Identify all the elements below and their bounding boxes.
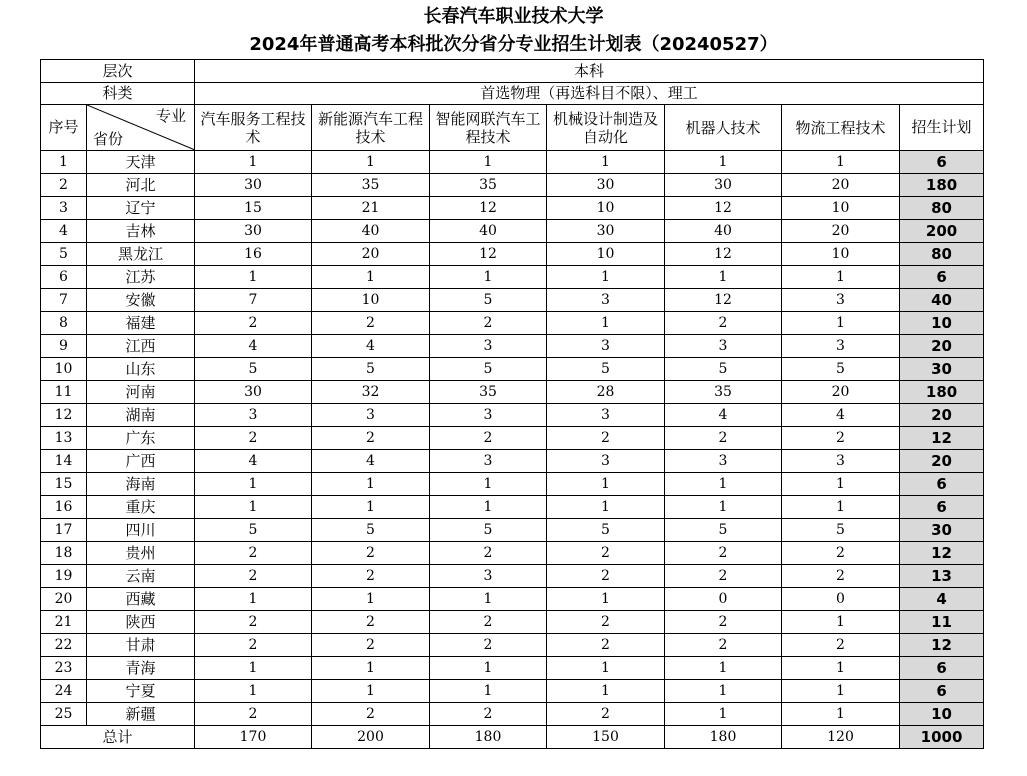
- row-value: 2: [665, 542, 782, 565]
- row-value: 1: [782, 680, 900, 703]
- row-value: 1: [547, 657, 665, 680]
- row-total: 30: [900, 519, 984, 542]
- row-value: 2: [782, 427, 900, 450]
- row-total: 20: [900, 335, 984, 358]
- row-value: 2: [547, 634, 665, 657]
- row-value: 2: [665, 611, 782, 634]
- row-total: 30: [900, 358, 984, 381]
- table-row: [41, 404, 984, 427]
- row-seq: 11: [41, 381, 87, 404]
- level-label: 层次: [41, 60, 195, 83]
- row-value: 1: [430, 496, 547, 519]
- row-seq: 1: [41, 151, 87, 174]
- row-value: 2: [312, 312, 430, 335]
- row-total: 20: [900, 450, 984, 473]
- row-value: 4: [782, 404, 900, 427]
- total-value: 180: [430, 726, 547, 749]
- row-value: 5: [195, 519, 312, 542]
- row-seq: 20: [41, 588, 87, 611]
- table-row: [41, 220, 984, 243]
- document-title: 长春汽车职业技术大学: [423, 6, 604, 27]
- row-total: 12: [900, 634, 984, 657]
- row-value: 1: [547, 496, 665, 519]
- row-value: 2: [665, 427, 782, 450]
- table-row: [41, 427, 984, 450]
- table-row: [41, 358, 984, 381]
- row-province: 辽宁: [87, 197, 195, 220]
- row-province: 江西: [87, 335, 195, 358]
- row-province: 河北: [87, 174, 195, 197]
- row-value: 2: [547, 542, 665, 565]
- row-value: 35: [312, 174, 430, 197]
- row-value: 28: [547, 381, 665, 404]
- row-value: 4: [312, 335, 430, 358]
- row-value: 1: [782, 312, 900, 335]
- table-row: [41, 542, 984, 565]
- row-value: 1: [312, 473, 430, 496]
- major-header: 汽车服务工程技术: [195, 105, 312, 151]
- row-value: 3: [547, 404, 665, 427]
- row-seq: 13: [41, 427, 87, 450]
- row-value: 35: [430, 174, 547, 197]
- category-label: 科类: [41, 83, 195, 105]
- table-row: [41, 565, 984, 588]
- row-total: 20: [900, 404, 984, 427]
- row-value: 40: [430, 220, 547, 243]
- row-value: 5: [312, 358, 430, 381]
- table-row: [41, 588, 984, 611]
- seq-header: 序号: [41, 105, 87, 151]
- row-value: 2: [312, 703, 430, 726]
- row-value: 2: [547, 427, 665, 450]
- row-value: 1: [195, 473, 312, 496]
- row-value: 2: [547, 611, 665, 634]
- row-value: 1: [782, 611, 900, 634]
- table-row: [41, 381, 984, 404]
- row-value: 2: [430, 611, 547, 634]
- row-value: 2: [547, 703, 665, 726]
- row-value: 3: [430, 450, 547, 473]
- table-row: [41, 197, 984, 220]
- level-value: 本科: [195, 60, 984, 83]
- row-value: 5: [547, 358, 665, 381]
- row-province: 广西: [87, 450, 195, 473]
- row-value: 2: [665, 634, 782, 657]
- row-value: 1: [665, 266, 782, 289]
- row-value: 1: [430, 680, 547, 703]
- row-value: 2: [312, 427, 430, 450]
- row-province: 黑龙江: [87, 243, 195, 266]
- table-row: [41, 450, 984, 473]
- row-value: 1: [312, 151, 430, 174]
- row-value: 1: [430, 151, 547, 174]
- row-value: 20: [782, 174, 900, 197]
- row-value: 5: [665, 519, 782, 542]
- row-value: 30: [195, 220, 312, 243]
- row-province: 安徽: [87, 289, 195, 312]
- row-value: 5: [782, 358, 900, 381]
- row-seq: 24: [41, 680, 87, 703]
- row-seq: 5: [41, 243, 87, 266]
- row-value: 2: [312, 634, 430, 657]
- row-value: 1: [547, 151, 665, 174]
- row-seq: 18: [41, 542, 87, 565]
- row-value: 4: [195, 335, 312, 358]
- row-total: 40: [900, 289, 984, 312]
- major-header-row: [41, 105, 984, 151]
- row-value: 2: [312, 565, 430, 588]
- row-value: 1: [312, 657, 430, 680]
- major-corner-label: 专业: [156, 107, 187, 125]
- row-value: 3: [782, 450, 900, 473]
- document-subtitle: 2024年普通高考本科批次分省分专业招生计划表（20240527）: [249, 34, 778, 55]
- row-province: 江苏: [87, 266, 195, 289]
- row-value: 10: [312, 289, 430, 312]
- row-value: 1: [782, 473, 900, 496]
- row-seq: 22: [41, 634, 87, 657]
- row-value: 2: [430, 542, 547, 565]
- row-province: 广东: [87, 427, 195, 450]
- row-province: 四川: [87, 519, 195, 542]
- row-value: 5: [782, 519, 900, 542]
- row-total: 11: [900, 611, 984, 634]
- row-value: 1: [665, 657, 782, 680]
- row-value: 10: [547, 197, 665, 220]
- row-total: 6: [900, 496, 984, 519]
- row-total: 6: [900, 657, 984, 680]
- row-value: 1: [547, 473, 665, 496]
- row-value: 3: [782, 289, 900, 312]
- row-value: 10: [547, 243, 665, 266]
- row-value: 5: [665, 358, 782, 381]
- row-value: 1: [547, 588, 665, 611]
- table-row: [41, 151, 984, 174]
- table-row: [41, 703, 984, 726]
- row-value: 1: [195, 266, 312, 289]
- row-value: 40: [312, 220, 430, 243]
- row-value: 1: [782, 496, 900, 519]
- row-value: 1: [665, 680, 782, 703]
- row-seq: 3: [41, 197, 87, 220]
- row-value: 2: [195, 312, 312, 335]
- row-value: 30: [195, 174, 312, 197]
- row-value: 2: [195, 703, 312, 726]
- row-province: 湖南: [87, 404, 195, 427]
- table-row: [41, 680, 984, 703]
- row-total: 12: [900, 542, 984, 565]
- row-value: 3: [547, 335, 665, 358]
- row-value: 3: [665, 335, 782, 358]
- row-value: 3: [312, 404, 430, 427]
- total-value: 150: [547, 726, 665, 749]
- major-header: 物流工程技术: [782, 105, 900, 151]
- row-value: 3: [430, 404, 547, 427]
- major-province-corner: [87, 105, 195, 151]
- table-row: [41, 611, 984, 634]
- row-total: 80: [900, 197, 984, 220]
- major-header: 机械设计制造及自动化: [547, 105, 665, 151]
- row-total: 4: [900, 588, 984, 611]
- row-total: 200: [900, 220, 984, 243]
- row-province: 福建: [87, 312, 195, 335]
- row-value: 2: [195, 634, 312, 657]
- row-seq: 4: [41, 220, 87, 243]
- row-seq: 7: [41, 289, 87, 312]
- row-value: 20: [782, 381, 900, 404]
- row-value: 5: [195, 358, 312, 381]
- row-value: 3: [430, 335, 547, 358]
- row-total: 6: [900, 266, 984, 289]
- row-seq: 21: [41, 611, 87, 634]
- row-total: 6: [900, 151, 984, 174]
- row-value: 40: [665, 220, 782, 243]
- level-row: [41, 60, 984, 83]
- row-value: 2: [195, 565, 312, 588]
- row-value: 35: [430, 381, 547, 404]
- row-value: 2: [665, 312, 782, 335]
- row-value: 20: [312, 243, 430, 266]
- row-value: 4: [312, 450, 430, 473]
- row-value: 1: [665, 151, 782, 174]
- row-value: 3: [430, 565, 547, 588]
- row-value: 1: [665, 496, 782, 519]
- row-value: 12: [665, 243, 782, 266]
- table-row: [41, 335, 984, 358]
- row-value: 2: [430, 312, 547, 335]
- total-label: 总计: [41, 726, 195, 749]
- row-value: 7: [195, 289, 312, 312]
- row-total: 10: [900, 703, 984, 726]
- row-value: 1: [547, 312, 665, 335]
- enrollment-plan-table: [40, 59, 984, 749]
- row-value: 2: [195, 542, 312, 565]
- row-total: 12: [900, 427, 984, 450]
- row-value: 30: [547, 174, 665, 197]
- row-value: 1: [782, 703, 900, 726]
- row-value: 21: [312, 197, 430, 220]
- total-value: 170: [195, 726, 312, 749]
- total-value: 200: [312, 726, 430, 749]
- table-row: [41, 519, 984, 542]
- major-header: 新能源汽车工程技术: [312, 105, 430, 151]
- row-province: 新疆: [87, 703, 195, 726]
- row-seq: 9: [41, 335, 87, 358]
- row-seq: 6: [41, 266, 87, 289]
- row-value: 4: [665, 404, 782, 427]
- row-value: 4: [195, 450, 312, 473]
- row-province: 河南: [87, 381, 195, 404]
- row-province: 甘肃: [87, 634, 195, 657]
- table-row: [41, 243, 984, 266]
- row-value: 1: [312, 680, 430, 703]
- row-seq: 10: [41, 358, 87, 381]
- row-value: 30: [547, 220, 665, 243]
- row-total: 180: [900, 381, 984, 404]
- row-value: 10: [782, 243, 900, 266]
- row-value: 2: [665, 565, 782, 588]
- row-value: 2: [312, 542, 430, 565]
- row-value: 16: [195, 243, 312, 266]
- row-value: 30: [195, 381, 312, 404]
- row-province: 海南: [87, 473, 195, 496]
- row-province: 吉林: [87, 220, 195, 243]
- row-value: 2: [195, 427, 312, 450]
- table-row: [41, 266, 984, 289]
- row-province: 陕西: [87, 611, 195, 634]
- row-value: 5: [430, 519, 547, 542]
- row-seq: 8: [41, 312, 87, 335]
- row-value: 5: [547, 519, 665, 542]
- table-row: [41, 289, 984, 312]
- row-seq: 19: [41, 565, 87, 588]
- row-value: 1: [430, 266, 547, 289]
- major-header: 机器人技术: [665, 105, 782, 151]
- row-value: 3: [547, 289, 665, 312]
- row-value: 3: [665, 450, 782, 473]
- table-row: [41, 473, 984, 496]
- row-value: 1: [547, 680, 665, 703]
- row-value: 15: [195, 197, 312, 220]
- row-value: 1: [430, 657, 547, 680]
- row-total: 6: [900, 473, 984, 496]
- row-value: 30: [665, 174, 782, 197]
- row-value: 10: [782, 197, 900, 220]
- total-value: 120: [782, 726, 900, 749]
- row-value: 1: [430, 473, 547, 496]
- row-seq: 15: [41, 473, 87, 496]
- row-value: 2: [782, 634, 900, 657]
- row-value: 0: [782, 588, 900, 611]
- row-value: 1: [312, 588, 430, 611]
- row-seq: 16: [41, 496, 87, 519]
- row-value: 2: [430, 703, 547, 726]
- plan-header: 招生计划: [900, 105, 984, 151]
- row-province: 西藏: [87, 588, 195, 611]
- row-value: 3: [782, 335, 900, 358]
- row-value: 2: [782, 542, 900, 565]
- table-row: [41, 496, 984, 519]
- row-value: 1: [312, 496, 430, 519]
- row-value: 5: [312, 519, 430, 542]
- row-value: 1: [782, 266, 900, 289]
- row-total: 180: [900, 174, 984, 197]
- row-value: 35: [665, 381, 782, 404]
- row-value: 12: [665, 197, 782, 220]
- row-province: 青海: [87, 657, 195, 680]
- total-value: 180: [665, 726, 782, 749]
- row-province: 云南: [87, 565, 195, 588]
- total-row: [41, 726, 984, 749]
- row-value: 0: [665, 588, 782, 611]
- major-header: 智能网联汽车工程技术: [430, 105, 547, 151]
- row-seq: 17: [41, 519, 87, 542]
- table-row: [41, 657, 984, 680]
- table-row: [41, 634, 984, 657]
- row-value: 2: [547, 565, 665, 588]
- row-value: 20: [782, 220, 900, 243]
- row-seq: 25: [41, 703, 87, 726]
- category-row: [41, 83, 984, 105]
- row-value: 12: [665, 289, 782, 312]
- row-seq: 14: [41, 450, 87, 473]
- row-value: 3: [547, 450, 665, 473]
- row-value: 2: [312, 611, 430, 634]
- row-total: 13: [900, 565, 984, 588]
- row-value: 1: [665, 703, 782, 726]
- row-province: 重庆: [87, 496, 195, 519]
- row-value: 1: [782, 151, 900, 174]
- row-value: 12: [430, 197, 547, 220]
- row-value: 1: [312, 266, 430, 289]
- row-province: 宁夏: [87, 680, 195, 703]
- province-corner-label: 省份: [93, 130, 124, 148]
- row-value: 2: [430, 427, 547, 450]
- row-total: 6: [900, 680, 984, 703]
- row-seq: 2: [41, 174, 87, 197]
- row-seq: 12: [41, 404, 87, 427]
- row-value: 1: [195, 588, 312, 611]
- table-row: [41, 174, 984, 197]
- row-total: 80: [900, 243, 984, 266]
- row-value: 1: [782, 657, 900, 680]
- row-province: 贵州: [87, 542, 195, 565]
- row-province: 山东: [87, 358, 195, 381]
- row-value: 1: [195, 680, 312, 703]
- row-value: 2: [195, 611, 312, 634]
- row-value: 1: [665, 473, 782, 496]
- row-value: 2: [782, 565, 900, 588]
- table-row: [41, 312, 984, 335]
- row-value: 1: [430, 588, 547, 611]
- row-value: 2: [430, 634, 547, 657]
- row-value: 1: [195, 657, 312, 680]
- row-value: 3: [195, 404, 312, 427]
- row-value: 32: [312, 381, 430, 404]
- row-value: 12: [430, 243, 547, 266]
- row-province: 天津: [87, 151, 195, 174]
- row-value: 5: [430, 289, 547, 312]
- row-value: 1: [195, 151, 312, 174]
- row-seq: 23: [41, 657, 87, 680]
- category-value: 首选物理（再选科目不限）、理工: [195, 83, 984, 105]
- row-total: 10: [900, 312, 984, 335]
- row-value: 1: [547, 266, 665, 289]
- row-value: 1: [195, 496, 312, 519]
- row-value: 5: [430, 358, 547, 381]
- grand-total: 1000: [900, 726, 984, 749]
